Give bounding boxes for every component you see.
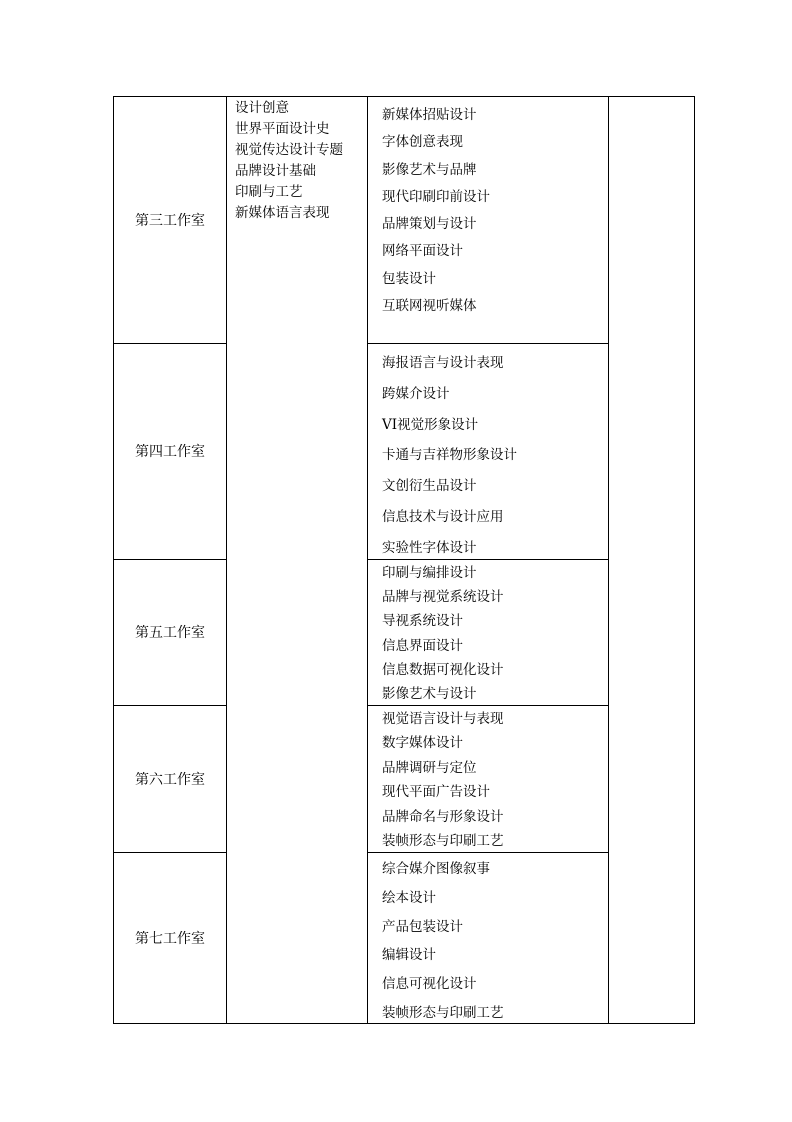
- course-item: 包装设计: [382, 270, 436, 287]
- course-item: VI视觉形象设计: [382, 416, 479, 433]
- course-item: 品牌与视觉系统设计: [382, 589, 504, 606]
- common-course: 视觉传达设计专题: [235, 142, 343, 158]
- course-item: 信息界面设计: [382, 637, 463, 654]
- common-course-list: [235, 98, 343, 224]
- course-item: 装帧形态与印刷工艺: [382, 833, 504, 850]
- course-item: 视觉语言设计与表现: [382, 711, 504, 727]
- course-item: 数字媒体设计: [382, 735, 463, 752]
- course-item: 品牌策划与设计: [382, 216, 477, 233]
- course-item: 编辑设计: [382, 947, 436, 964]
- course-item: 新媒体招贴设计: [382, 107, 477, 123]
- studio-course-list: [382, 561, 607, 705]
- course-item: 产品包装设计: [382, 918, 463, 935]
- column-divider: [608, 97, 609, 1023]
- course-item: 跨媒介设计: [382, 385, 450, 402]
- course-item: 海报语言与设计表现: [382, 355, 504, 371]
- course-item: 网络平面设计: [382, 243, 463, 260]
- course-item: 互联网视听媒体: [382, 298, 477, 315]
- curriculum-table: [113, 96, 695, 1024]
- column-divider: [226, 97, 227, 1023]
- course-item: 现代平面广告设计: [382, 784, 490, 801]
- studio-name: 第六工作室: [135, 771, 205, 788]
- course-item: 装帧形态与印刷工艺: [382, 1004, 504, 1021]
- studio-course-list: [382, 855, 607, 1023]
- common-course: 品牌设计基础: [235, 163, 316, 179]
- course-item: 影像艺术与品牌: [382, 161, 477, 178]
- course-item: 影像艺术与设计: [382, 686, 477, 703]
- course-item: 导视系统设计: [382, 613, 463, 630]
- studio-name: 第四工作室: [135, 444, 205, 460]
- studio-course-list: [382, 98, 607, 343]
- column-divider: [367, 97, 368, 1023]
- course-item: 品牌调研与定位: [382, 759, 477, 776]
- course-item: 信息可视化设计: [382, 976, 477, 993]
- course-item: 字体创意表现: [382, 134, 463, 151]
- course-item: 现代印刷印前设计: [382, 188, 490, 205]
- studio-course-list: [382, 707, 607, 852]
- course-item: 综合媒介图像叙事: [382, 861, 490, 877]
- course-item: 信息技术与设计应用: [382, 508, 504, 525]
- studio-name: 第三工作室: [135, 213, 205, 229]
- course-item: 印刷与编排设计: [382, 565, 477, 581]
- common-course: 印刷与工艺: [235, 184, 303, 200]
- studio-course-list: [382, 346, 607, 559]
- course-item: 绘本设计: [382, 889, 436, 906]
- row-divider: [367, 343, 608, 344]
- course-item: 实验性字体设计: [382, 539, 477, 556]
- studio-name: 第五工作室: [135, 625, 205, 641]
- common-course: 新媒体语言表现: [235, 205, 330, 221]
- studio-name: 第七工作室: [135, 930, 205, 947]
- course-item: 品牌命名与形象设计: [382, 808, 504, 825]
- course-item: 文创衍生品设计: [382, 478, 477, 495]
- common-course: 设计创意: [235, 100, 289, 116]
- course-item: 信息数据可视化设计: [382, 661, 504, 678]
- common-course: 世界平面设计史: [235, 121, 330, 137]
- course-item: 卡通与吉祥物形象设计: [382, 447, 517, 464]
